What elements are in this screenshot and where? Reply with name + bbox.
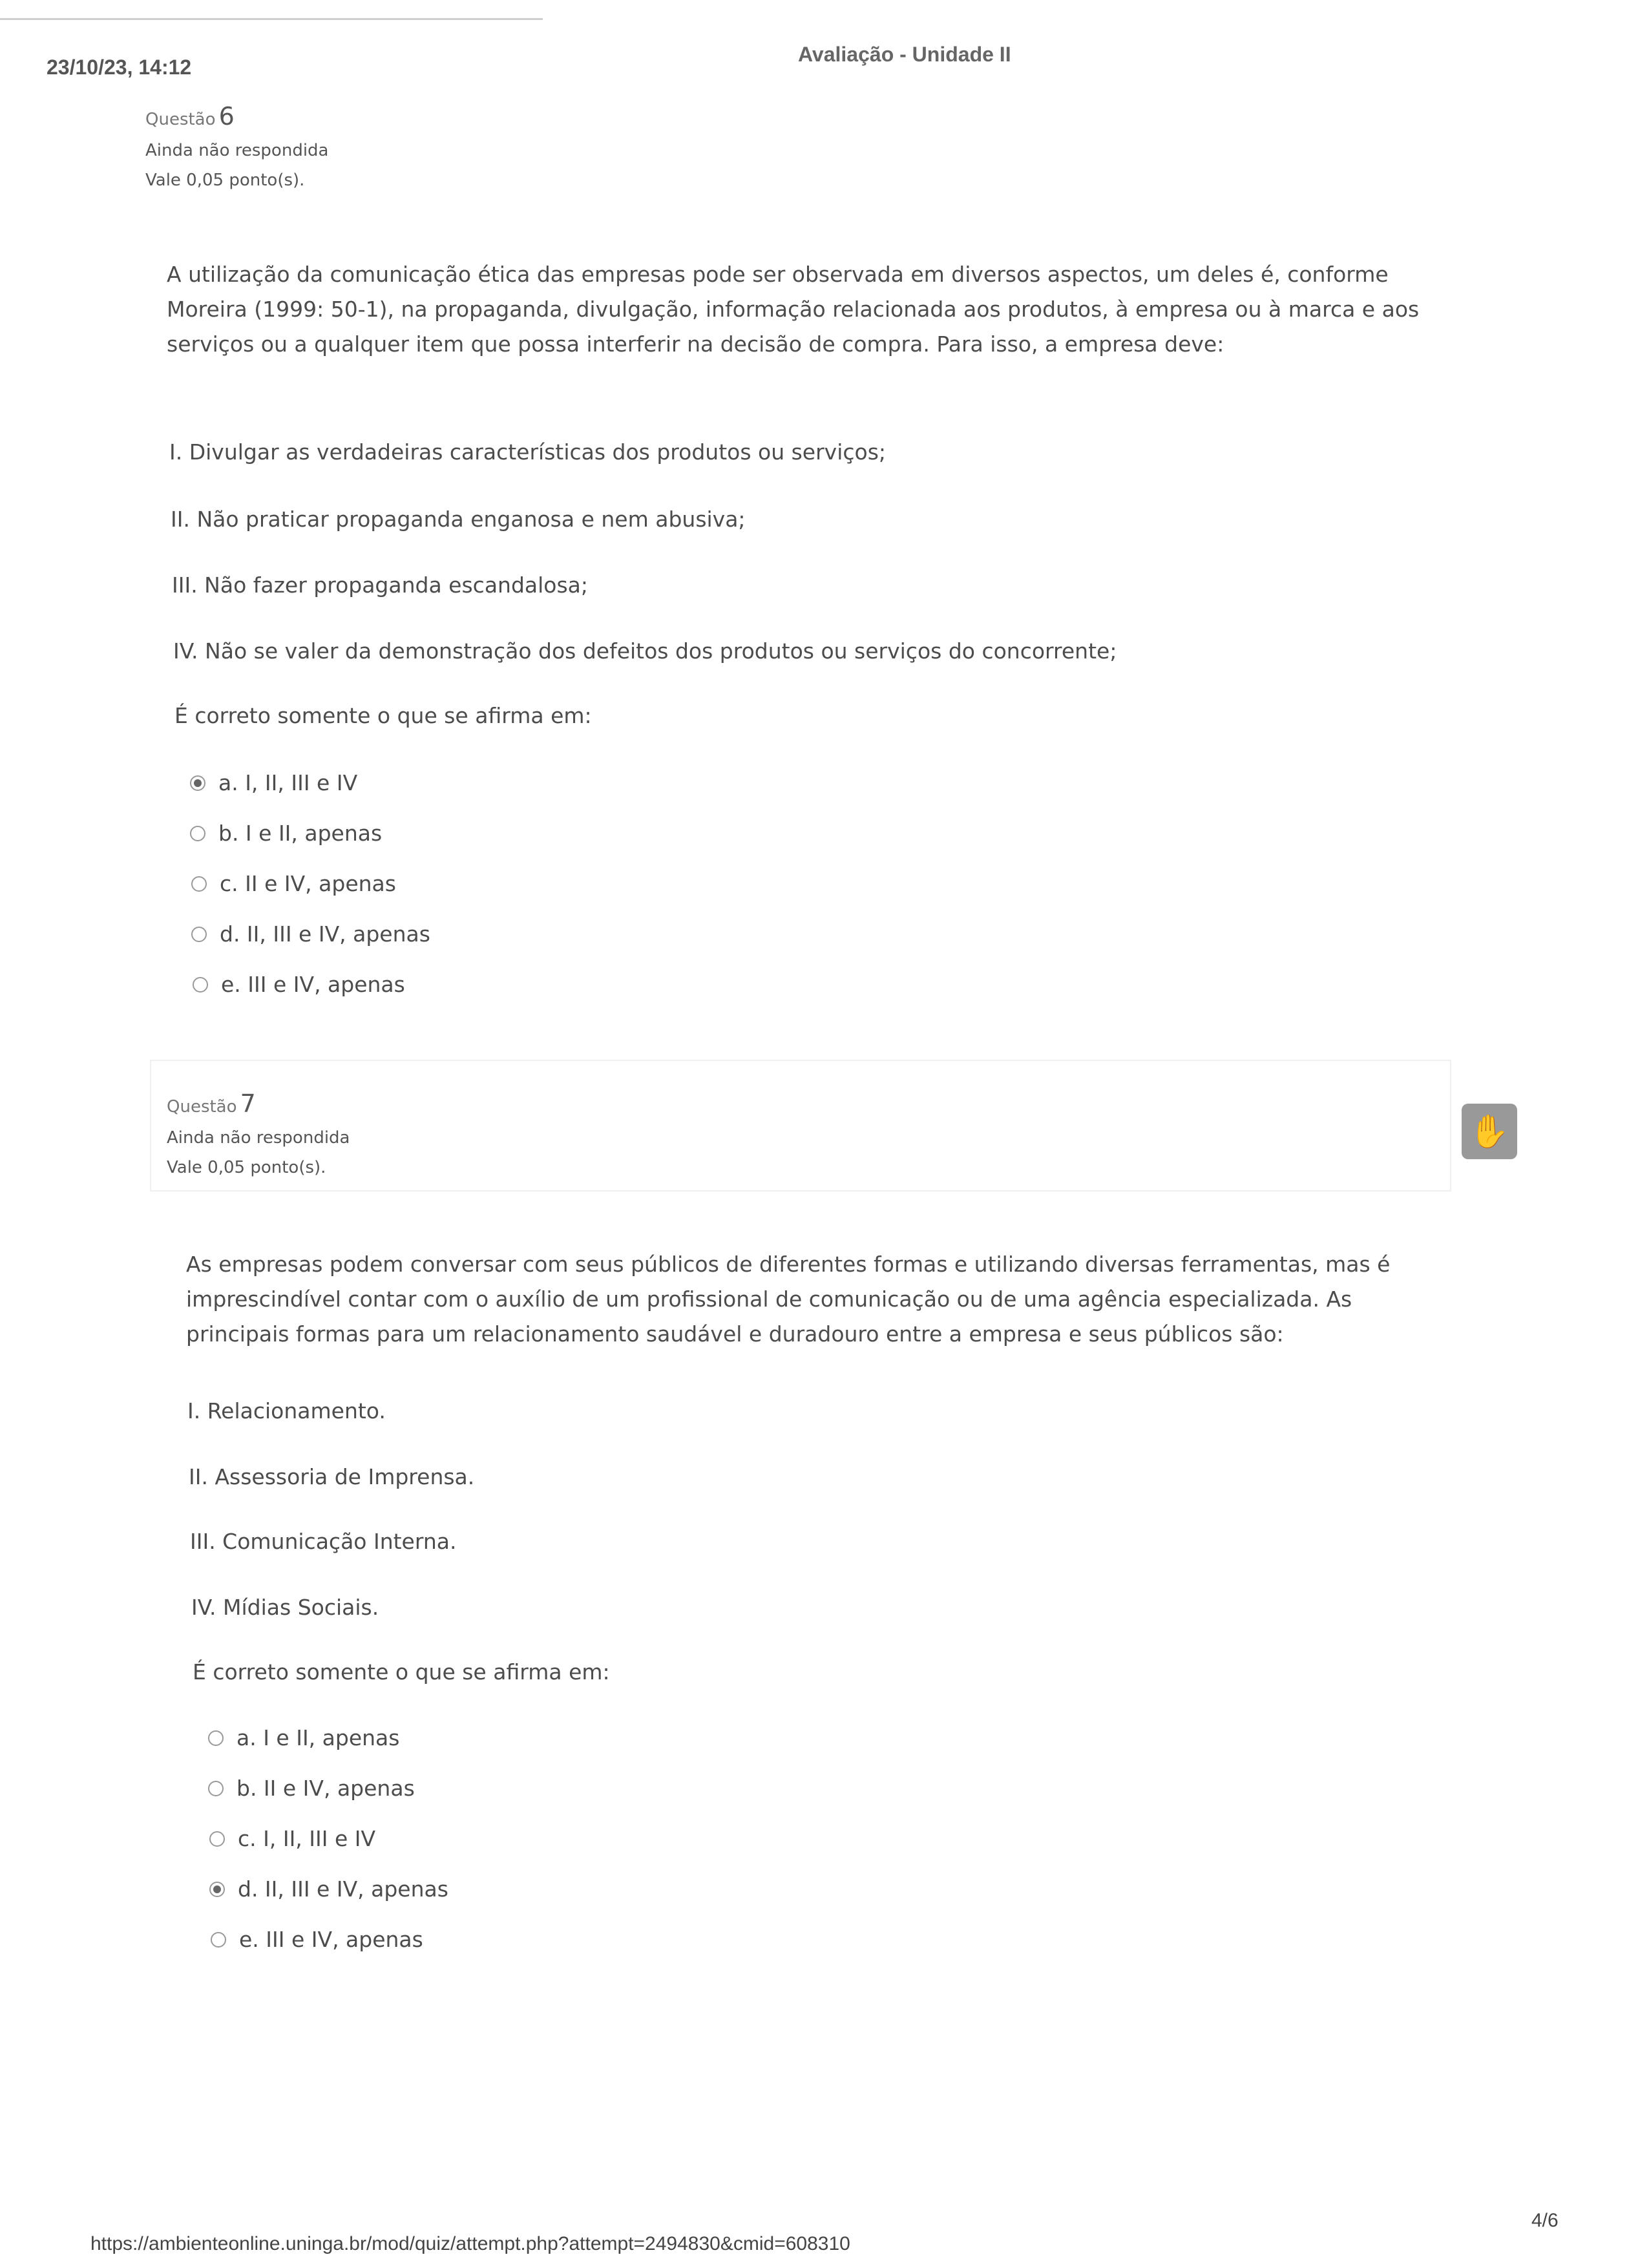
option-label: d. II, III e IV, apenas [220, 921, 430, 947]
question-state: Ainda não respondida [167, 1128, 350, 1148]
question-6-item-1: I. Divulgar as verdadeiras características dos produtos ou serviços; [169, 439, 887, 465]
hand-flag-icon[interactable]: ✋ [1462, 1104, 1517, 1159]
question-number: 6 [218, 102, 235, 131]
question-7-item-4: IV. Mídias Sociais. [191, 1595, 379, 1620]
question-6-item-2: II. Não praticar propaganda enganosa e nem abusiva; [171, 507, 746, 532]
question-7-item-3: III. Comunicação Interna. [190, 1529, 457, 1554]
question-7-item-1: I. Relacionamento. [187, 1398, 386, 1423]
option-label: e. III e IV, apenas [221, 972, 405, 997]
radio-checked-icon[interactable] [190, 775, 205, 791]
option-label: b. I e II, apenas [218, 821, 383, 846]
question-label: Questão [167, 1097, 237, 1117]
radio-icon[interactable] [209, 1831, 225, 1847]
question-state: Ainda não respondida [145, 141, 329, 160]
radio-icon[interactable] [191, 876, 207, 892]
question-6-option-a[interactable] [190, 770, 357, 795]
question-7-prompt: É correto somente o que se afirma em: [193, 1659, 610, 1685]
question-6-prompt: É correto somente o que se afirma em: [174, 703, 592, 728]
print-title: Avaliação - Unidade II [798, 43, 1011, 66]
question-7-option-d[interactable] [209, 1876, 448, 1902]
option-label: c. II e IV, apenas [220, 871, 396, 896]
radio-icon[interactable] [193, 977, 208, 992]
question-grade: Vale 0,05 ponto(s). [167, 1158, 326, 1177]
radio-icon[interactable] [208, 1730, 224, 1746]
page-number: 4/6 [1531, 2210, 1559, 2231]
question-number: 7 [240, 1089, 256, 1118]
question-6-option-c[interactable] [191, 871, 396, 896]
question-6-text: A utilização da comunicação ética das empresas pode ser observada em diversos aspectos, um deles é, conforme Moreira (1999: 50-1), na propaganda, divulgação, informação relacionada aos produtos, à empresa ou à marca e aos serviços ou a qualquer item que possa interferir na decisão de compra. Para isso, a empresa deve: [167, 262, 1420, 357]
question-6-info [145, 102, 329, 200]
option-label: e. III e IV, apenas [239, 1927, 423, 1952]
option-label: a. I, II, III e IV [218, 770, 358, 795]
question-7-option-a[interactable] [208, 1725, 399, 1750]
question-6-option-b[interactable] [190, 821, 382, 846]
question-7-info [167, 1089, 350, 1188]
question-6-item-4: IV. Não se valer da demonstração dos defeitos dos produtos ou serviços do concorrente; [173, 638, 1117, 664]
question-7-option-c[interactable] [209, 1826, 375, 1851]
option-label: a. I e II, apenas [236, 1725, 400, 1750]
radio-icon[interactable] [191, 927, 207, 942]
option-label: b. II e IV, apenas [236, 1776, 415, 1801]
option-label: c. I, II, III e IV [238, 1826, 376, 1851]
radio-icon[interactable] [211, 1932, 226, 1948]
question-grade: Vale 0,05 ponto(s). [145, 171, 305, 190]
question-7-option-e[interactable] [211, 1927, 423, 1952]
question-7-item-2: II. Assessoria de Imprensa. [189, 1464, 475, 1489]
top-rule [0, 18, 543, 20]
question-7-text: As empresas podem conversar com seus públicos de diferentes formas e utilizando diversas ferramentas, mas é imprescindível contar com o auxílio de um profissional de comunicação ou de uma agência especializada. As principais formas para um relacionamento saudável e duradouro entre a empresa e seus públicos são: [186, 1252, 1391, 1347]
question-6-item-3: III. Não fazer propaganda escandalosa; [172, 572, 589, 598]
print-datetime: 23/10/23, 14:12 [47, 56, 192, 79]
radio-checked-icon[interactable] [209, 1882, 225, 1897]
option-label: d. II, III e IV, apenas [238, 1876, 448, 1902]
question-7-option-b[interactable] [208, 1776, 415, 1801]
question-6-option-d[interactable] [191, 921, 430, 947]
page-url: https://ambienteonline.uninga.br/mod/quiz/attempt.php?attempt=2494830&cmid=608310 [90, 2233, 850, 2254]
radio-icon[interactable] [208, 1781, 224, 1796]
question-6-option-e[interactable] [193, 972, 405, 997]
question-label: Questão [145, 110, 216, 129]
radio-icon[interactable] [190, 826, 205, 841]
